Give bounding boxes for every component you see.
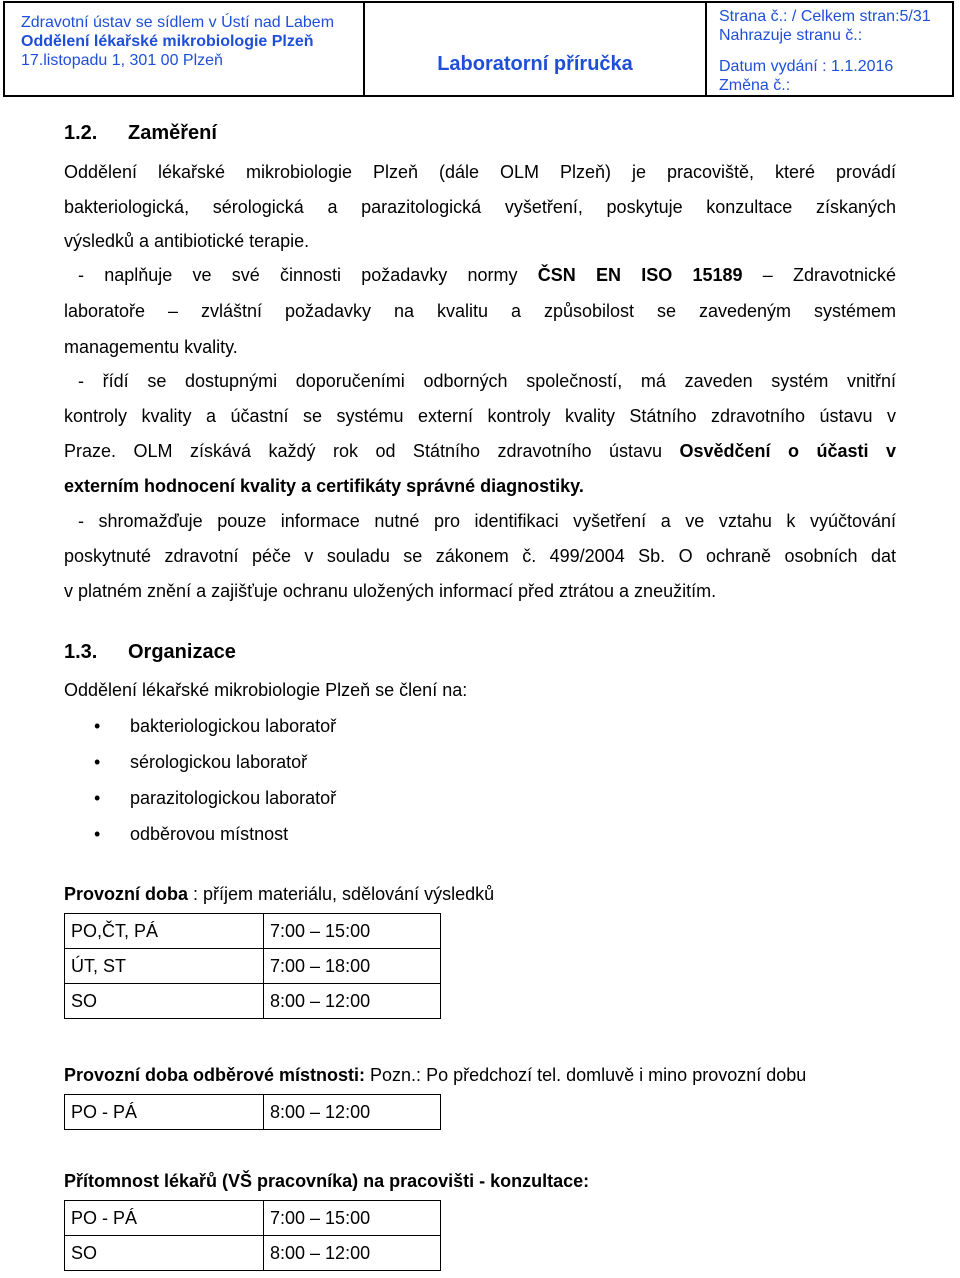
department-list — [64, 708, 336, 852]
time-cell: 7:00 – 15:00 — [264, 914, 441, 949]
header-meta — [707, 3, 952, 95]
paragraph-line: Oddělení lékařské mikrobiologie Plzeň (dále OLM Plzeň) je pracoviště, které provádí — [64, 162, 896, 182]
bold-text: Osvědčení o účasti v — [679, 441, 896, 461]
day-cell: PO - PÁ — [65, 1201, 264, 1236]
text-run: - naplňuje ve své činnosti požadavky normy — [78, 265, 538, 285]
paragraph-line: - shromažďuje pouze informace nutné pro identifikaci vyšetření a ve vztahu k vyúčtování — [78, 511, 896, 531]
time-cell: 8:00 – 12:00 — [264, 1236, 441, 1271]
time-cell: 7:00 – 18:00 — [264, 949, 441, 984]
time-cell: 7:00 – 15:00 — [264, 1201, 441, 1236]
page-number: Strana č.: / Celkem stran:5/31 — [719, 8, 931, 25]
list-item: • sérologickou laboratoř — [64, 744, 336, 780]
org-name: Zdravotní ústav se sídlem v Ústí nad Labem — [21, 14, 335, 31]
paragraph-line — [64, 441, 896, 462]
paragraph-line: - řídí se dostupnými doporučeními odborných společností, má zaveden systém vnitřní — [78, 371, 896, 391]
list-item: • parazitologickou laboratoř — [64, 780, 336, 816]
paragraph-line: kontroly kvality a účastní se systému externí kontroly kvality Státního zdravotního ústavu v — [64, 406, 896, 426]
day-cell: ÚT, ST — [65, 949, 264, 984]
section-1-3-number: 1.3. — [64, 641, 98, 663]
doctors-heading: Přítomnost lékařů (VŠ pracovníka) na pracovišti - konzultace: — [64, 1171, 590, 1191]
doctors-table — [64, 1200, 441, 1271]
header-organization — [5, 3, 365, 95]
paragraph-line: managementu kvality. — [64, 337, 238, 357]
section-1-2-number: 1.2. — [64, 122, 98, 144]
section-1-2-title: Zaměření — [128, 122, 217, 144]
collection-table — [64, 1094, 441, 1130]
issue-date: Datum vydání : 1.1.2016 — [719, 58, 894, 75]
paragraph-line — [64, 265, 896, 286]
hours-label: Provozní doba — [64, 884, 189, 904]
collection-heading — [64, 1065, 806, 1086]
paragraph-line: laboratoře – zvláštní požadavky na kvalitu a způsobilost se zavedeným systémem — [64, 301, 896, 321]
org-address: 17.listopadu 1, 301 00 Plzeň — [21, 52, 223, 69]
time-cell: 8:00 – 12:00 — [264, 984, 441, 1019]
replaces-page: Nahrazuje stranu č.: — [719, 27, 863, 44]
table-row — [65, 914, 441, 949]
text-run: Praze. OLM získává každý rok od Státního zdravotního ústavu — [64, 441, 680, 461]
change-number: Změna č.: — [719, 77, 791, 94]
day-cell: SO — [65, 984, 264, 1019]
table-row — [65, 984, 441, 1019]
paragraph-line: externím hodnocení kvality a certifikáty správné diagnostiky. — [64, 476, 584, 496]
document-header — [3, 1, 954, 97]
list-item: • bakteriologickou laboratoř — [64, 708, 336, 744]
table-row — [65, 1095, 441, 1130]
time-cell: 8:00 – 12:00 — [264, 1095, 441, 1130]
text-run: – Zdravotnické — [742, 265, 897, 285]
paragraph-line: v platném znění a zajišťuje ochranu uložených informací před ztrátou a zneužitím. — [64, 581, 717, 601]
paragraph-line: výsledků a antibiotické terapie. — [64, 231, 310, 251]
paragraph-line: bakteriologická, sérologická a parazitologická vyšetření, poskytuje konzultace získaných — [64, 197, 896, 217]
day-cell: SO — [65, 1236, 264, 1271]
collection-label: Provozní doba odběrové místnosti: — [64, 1065, 366, 1085]
paragraph-line: poskytnuté zdravotní péče v souladu se zákonem č. 499/2004 Sb. O ochraně osobních dat — [64, 546, 896, 566]
table-row — [65, 1201, 441, 1236]
collection-note: Pozn.: Po předchozí tel. domluvě i mino provozní dobu — [365, 1065, 807, 1085]
hours-note: : příjem materiálu, sdělování výsledků — [188, 884, 495, 904]
header-title-cell — [365, 3, 707, 95]
hours-table — [64, 913, 441, 1019]
table-row — [65, 949, 441, 984]
hours-heading — [64, 884, 494, 905]
organization-intro: Oddělení lékařské mikrobiologie Plzeň se člení na: — [64, 680, 468, 700]
day-cell: PO - PÁ — [65, 1095, 264, 1130]
section-1-3-title: Organizace — [128, 641, 236, 663]
table-row — [65, 1236, 441, 1271]
org-department: Oddělení lékařské mikrobiologie Plzeň — [21, 33, 314, 50]
standard-name: ČSN EN ISO 15189 — [537, 265, 743, 285]
day-cell: PO,ČT, PÁ — [65, 914, 264, 949]
list-item: • odběrovou místnost — [64, 816, 336, 852]
document-title: Laboratorní příručka — [437, 53, 633, 75]
